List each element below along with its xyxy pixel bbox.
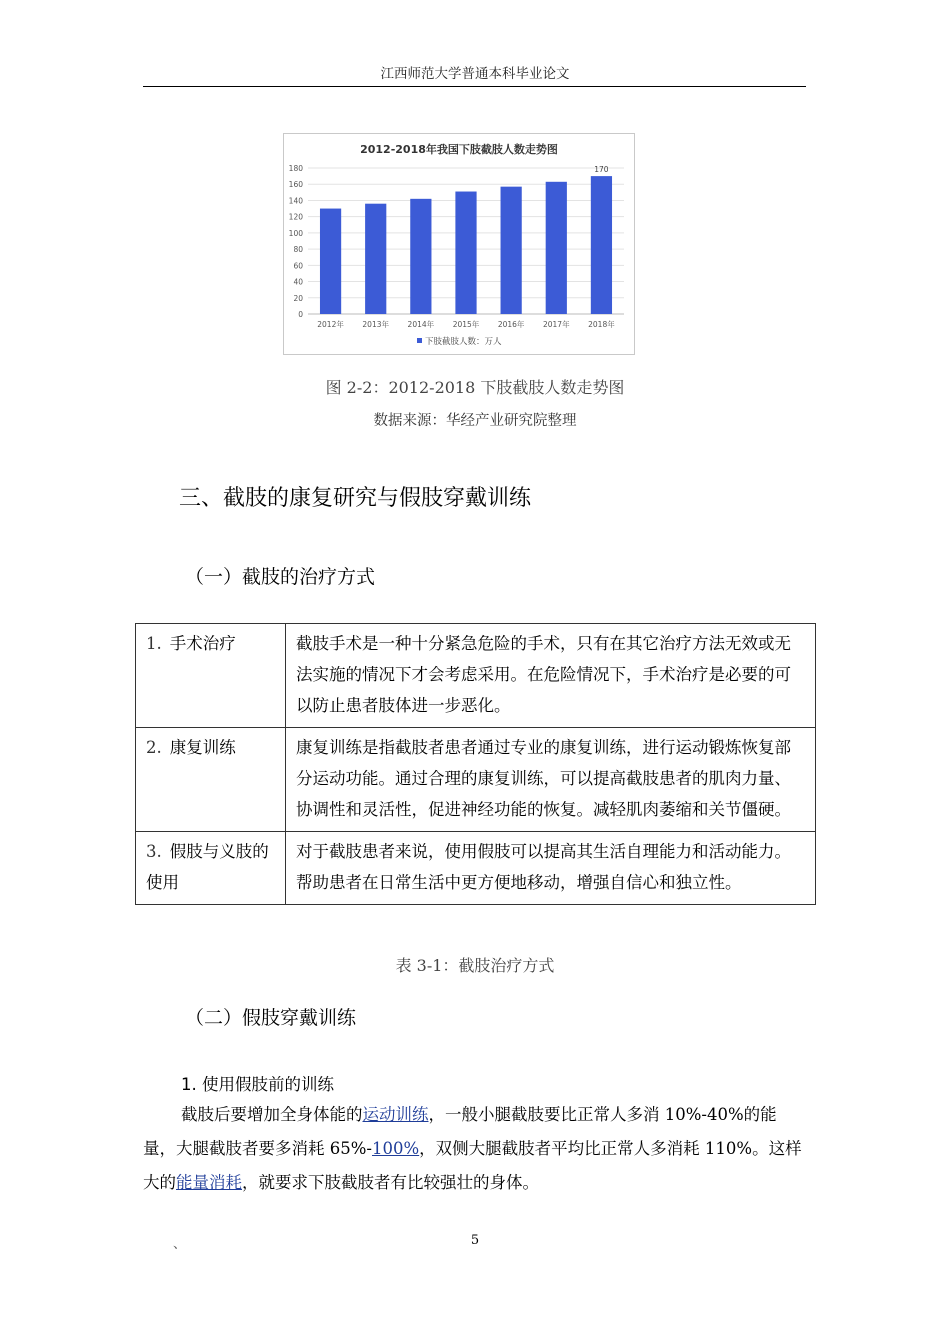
subsection-2-1-title: 1. 使用假肢前的训练 [181, 1075, 334, 1094]
legend-swatch [417, 338, 422, 343]
bar [501, 187, 522, 314]
bar [546, 182, 567, 314]
bar-chart [283, 133, 635, 355]
section-3-title: 三、截肢的康复研究与假肢穿戴训练 [179, 486, 532, 511]
treatment-table [135, 623, 816, 905]
y-tick-label: 80 [293, 245, 303, 255]
data-label: 170 [594, 165, 609, 175]
bar [455, 192, 476, 314]
treatment-desc: 康复训练是指截肢者患者通过专业的康复训练，进行运动锻炼恢复部分运动功能。通过合理的康复训练，可以提高截肢患者的肌肉力量、协调性和灵活性，促进神经功能的恢复。减轻肌肉萎缩和关节僵硬。 [286, 728, 816, 832]
subsection-1-title: （一）截肢的治疗方式 [185, 566, 376, 588]
x-tick-label: 2018年 [588, 320, 615, 329]
table-row [136, 832, 816, 905]
x-tick-label: 2014年 [407, 320, 435, 329]
y-tick-label: 60 [293, 261, 303, 271]
link-percent[interactable]: 100% [372, 1139, 420, 1158]
figure-source: 数据来源：华经产业研究院整理 [373, 413, 577, 429]
treatment-name: 假肢与义肢的使用 [146, 842, 269, 892]
y-tick-label: 140 [288, 196, 303, 206]
bar [410, 199, 431, 314]
bar [365, 204, 386, 314]
paragraph-text: ，双侧大腿截肢者平均比正常人多消耗 110%。这样大的 [143, 1139, 802, 1192]
bar [320, 209, 341, 314]
x-tick-label: 2015年 [452, 320, 480, 329]
table-cell-name [136, 624, 286, 728]
row-number: 1. [146, 634, 162, 653]
y-tick-label: 120 [288, 212, 303, 222]
x-tick-label: 2013年 [362, 320, 390, 329]
y-tick-label: 100 [288, 228, 303, 238]
bar-chart-svg [284, 134, 634, 354]
paragraph-text: 截肢后要增加全身体能的 [181, 1105, 363, 1124]
body-paragraph [143, 1098, 808, 1200]
link-energy-consumption[interactable]: 能量消耗 [176, 1173, 242, 1192]
paragraph-text: ，就要求下肢截肢者有比较强壮的身体。 [242, 1173, 539, 1192]
chart-title: 2012-2018年我国下肢截肢人数走势图 [360, 143, 558, 156]
row-number: 2. [146, 738, 162, 757]
treatment-desc: 对于截肢患者来说，使用假肢可以提高其生活自理能力和活动能力。帮助患者在日常生活中更方便地移动，增强自信心和独立性。 [286, 832, 816, 905]
table-row [136, 728, 816, 832]
bar [591, 176, 612, 314]
table-cell-name [136, 832, 286, 905]
row-number: 3. [146, 842, 162, 861]
header-title: 江西师范大学普通本科毕业论文 [380, 66, 570, 82]
page-number: 5 [470, 1233, 480, 1248]
subsection-2-title: （二）假肢穿戴训练 [185, 1007, 357, 1029]
treatment-name: 手术治疗 [169, 634, 236, 653]
treatment-desc: 截肢手术是一种十分紧急危险的手术，只有在其它治疗方法无效或无法实施的情况下才会考虑采用。在危险情况下，手术治疗是必要的可以防止患者肢体进一步恶化。 [286, 624, 816, 728]
table-cell-name [136, 728, 286, 832]
x-tick-label: 2016年 [497, 320, 525, 329]
footer-mark: 、 [173, 1237, 187, 1252]
paragraph-text: ，一般小腿截肢要比正常人多消 10%-40%的能量，大腿截肢者要多消耗 65%- [143, 1105, 777, 1158]
y-tick-label: 40 [293, 277, 303, 287]
figure-caption: 图 2-2：2012-2018 下肢截肢人数走势图 [325, 378, 625, 397]
link-exercise-training[interactable]: 运动训练 [362, 1105, 429, 1124]
table-row [136, 624, 816, 728]
y-tick-label: 160 [288, 180, 303, 190]
y-tick-label: 20 [293, 293, 303, 303]
x-tick-label: 2017年 [542, 320, 570, 329]
legend-label: 下肢截肢人数：万人 [425, 337, 502, 347]
x-tick-label: 2012年 [317, 320, 344, 329]
y-tick-label: 0 [298, 310, 303, 319]
y-tick-label: 180 [288, 164, 303, 173]
header-rule [143, 86, 806, 87]
treatment-name: 康复训练 [169, 738, 236, 757]
table-caption: 表 3-1：截肢治疗方式 [395, 956, 555, 975]
